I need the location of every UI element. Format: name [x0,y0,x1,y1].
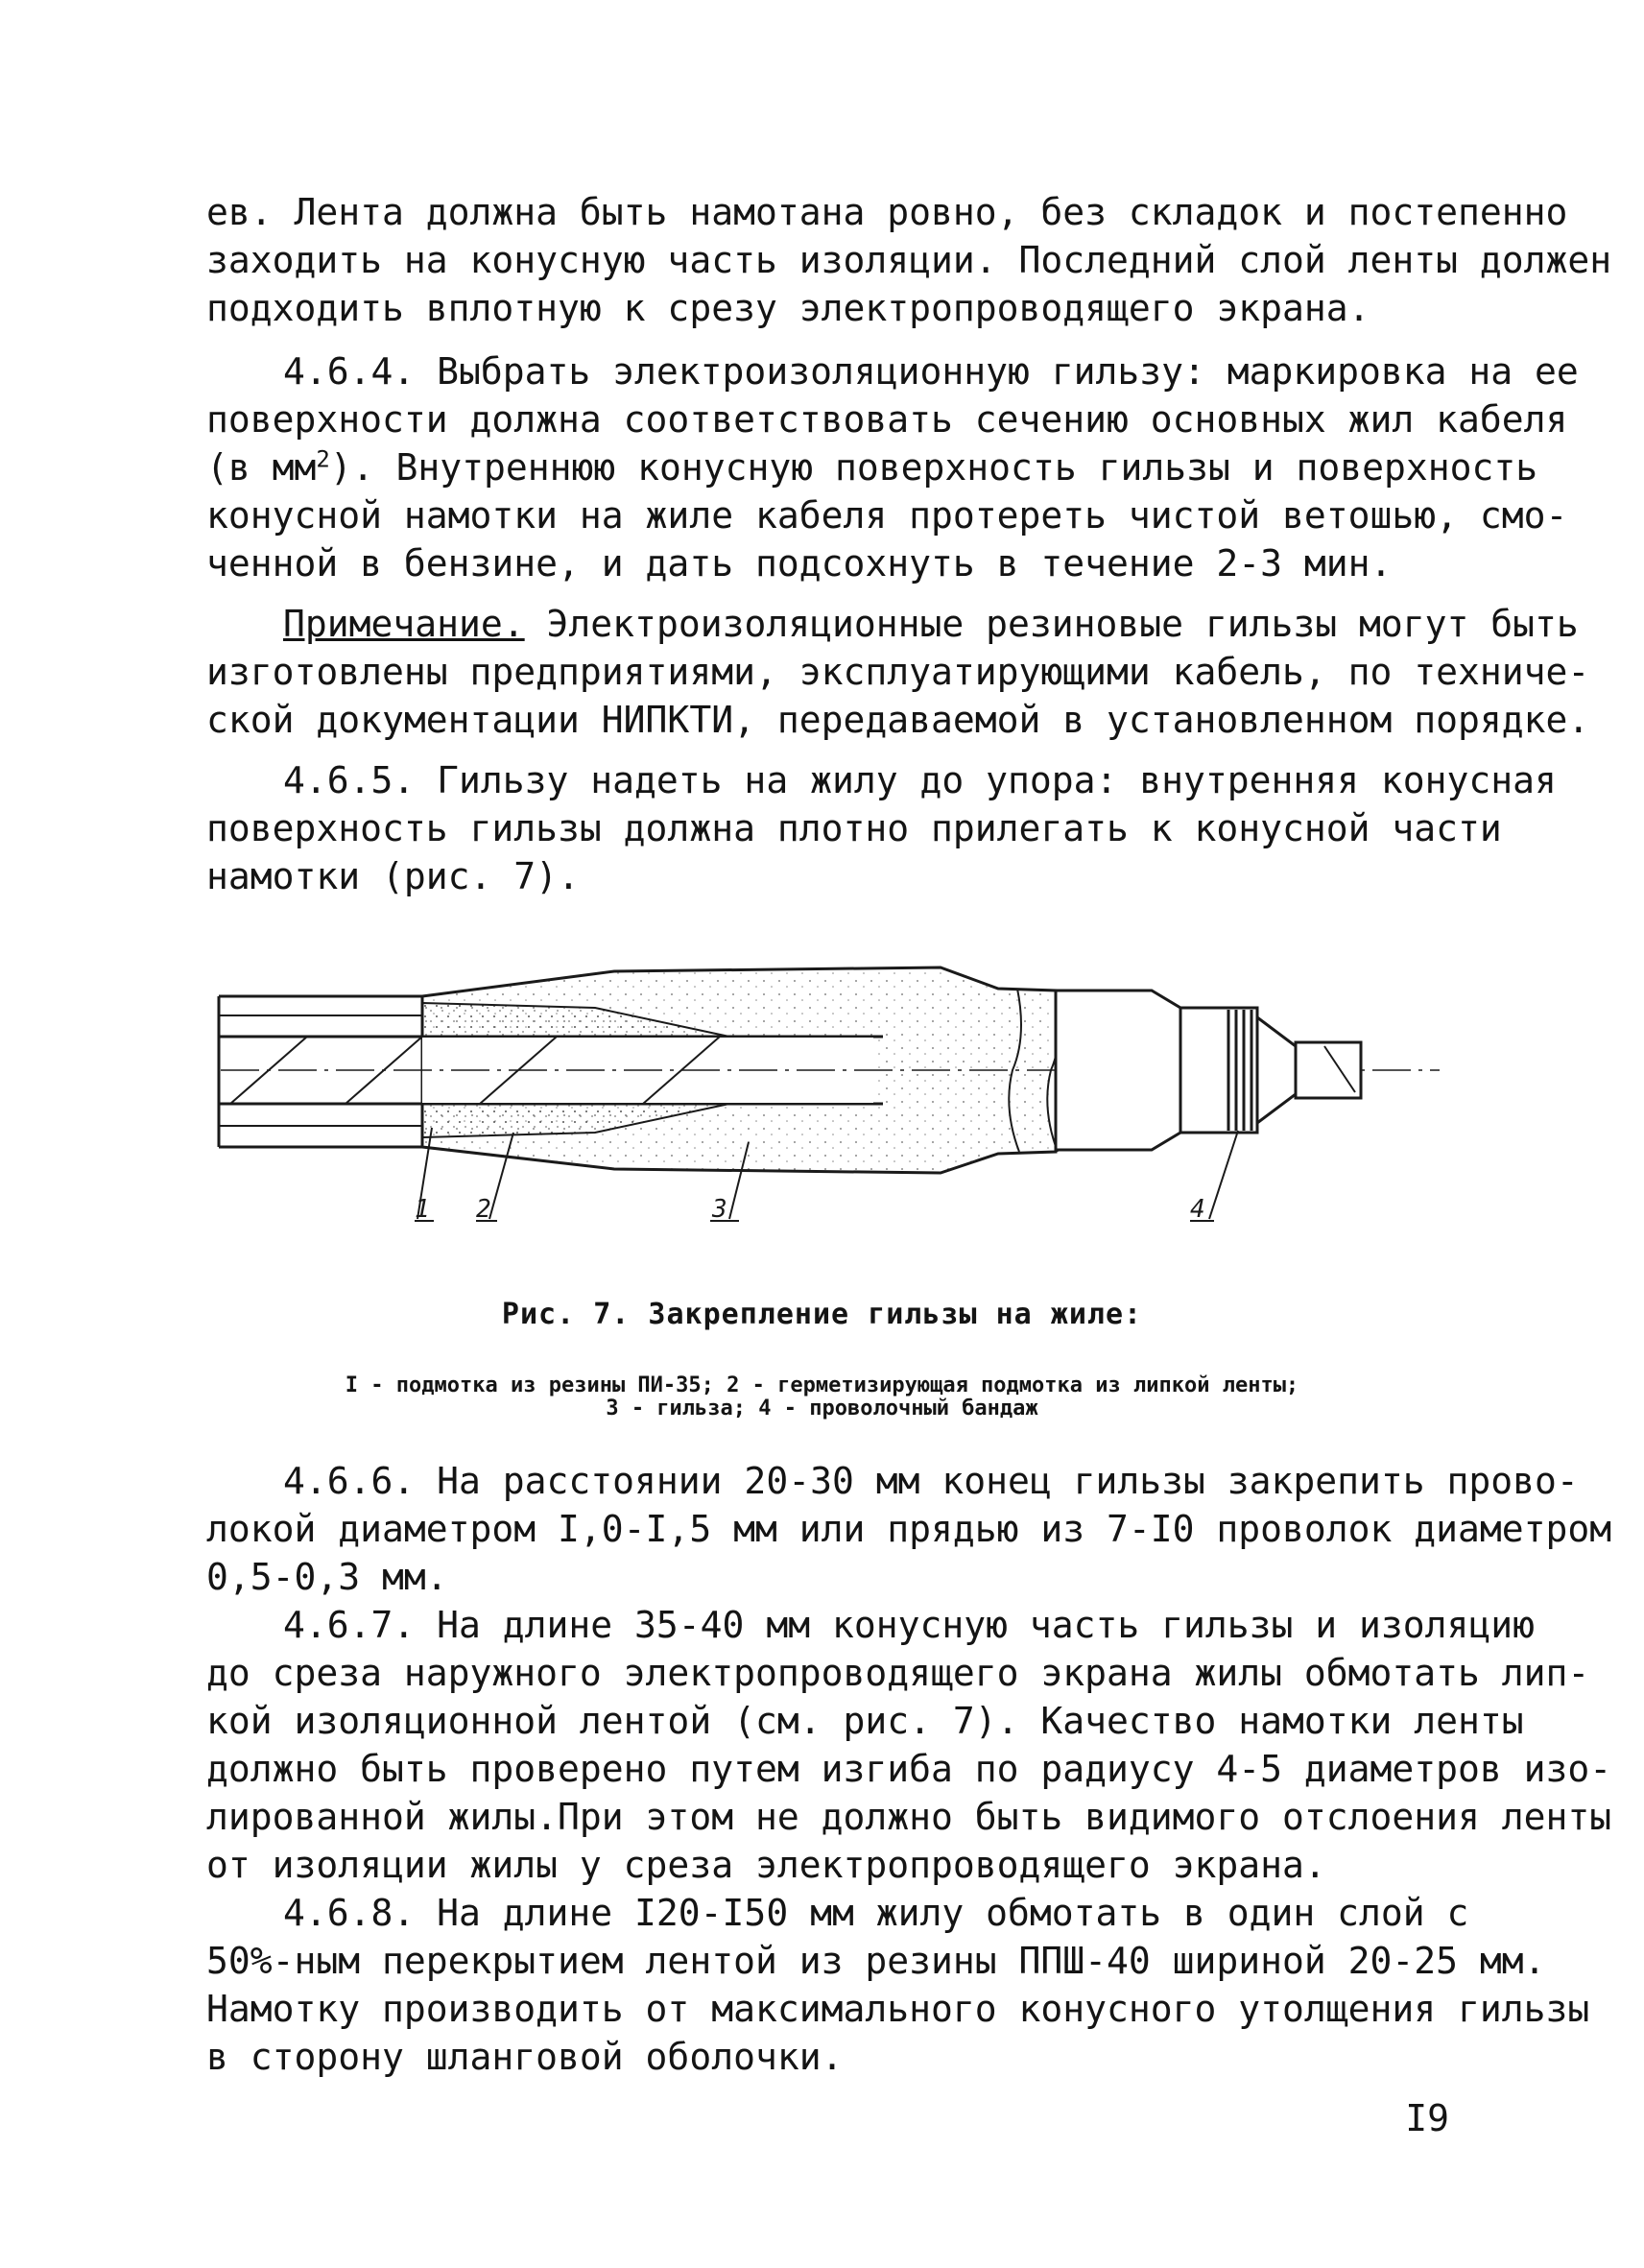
text-line: лированной жилы.При этом не должно быть видимого отслоения ленты [206,1796,1612,1838]
text-line: конусной намотки на жиле кабеля протереть чистой ветошью, смо- [206,494,1568,537]
text-line: заходить на конусную часть изоляции. Последний слой ленты должен [206,239,1612,281]
text-line: ев. Лента должна быть намотана ровно, без складок и постепенно [206,191,1568,233]
text-line: 0,5-0,3 мм. [206,1556,448,1598]
text-line: Намотку производить от максимального конусного утолщения гильзы [206,1988,1590,2030]
text-line: локой диаметром I,0-I,5 мм или прядью из 7-I0 проволок диаметром [206,1508,1612,1550]
text-line: 4.6.5. Гильзу надеть на жилу до упора: внутренняя конусная [283,759,1557,801]
text-line: от изоляции жилы у среза электропроводящего экрана. [206,1844,1326,1886]
text-line: поверхность гильзы должна плотно прилегать к конусной части [206,807,1502,849]
note-line: Примечание. Электроизоляционные резиновые гильзы могут быть [283,603,1579,645]
text-line: подходить вплотную к срезу электропроводящего экрана. [206,287,1370,329]
note-label: Примечание. [283,603,525,645]
text-line: изготовлены предприятиями, эксплуатирующими кабель, по техниче- [206,651,1590,693]
text-line: должно быть проверено путем изгиба по радиусу 4-5 диаметров изо- [206,1748,1612,1790]
figure-legend-line: 3 - гильза; 4 - проволочный бандаж [606,1397,1038,1420]
callout-2: 2 [476,1195,491,1224]
text-line: намотки (рис. 7). [206,855,580,897]
callout-1: 1 [415,1195,430,1224]
text-line: поверхности должна соответствовать сечению основных жил кабеля [206,398,1568,441]
text-line: в сторону шланговой оболочки. [206,2036,844,2078]
text-line-with-superscript: (в $мм^2$). Внутреннюю конусную поверхность гильзы и поверхность [206,445,1538,489]
text-line: ченной в бензине, и дать подсохнуть в течение 2-3 мин. [206,542,1393,585]
text-line: 4.6.4. Выбрать электроизоляционную гильзу: маркировка на ее [283,350,1579,393]
figure-legend-line: I - подмотка из резины ПИ-35; 2 - герметизирующая подмотка из липкой ленты; [345,1373,1299,1397]
text-line: до среза наружного электропроводящего экрана жилы обмотать лип- [206,1652,1590,1694]
text-line: ской документации НИПКТИ, передаваемой в установленном порядке. [206,699,1590,741]
page-number: I9 [1405,2097,1449,2139]
figure-7-drawing [192,950,1468,1257]
callout-4: 4 [1190,1195,1205,1224]
text-line: 4.6.8. На длине I20-I50 мм жилу обмотать в один слой с [283,1892,1469,1934]
callout-3: 3 [712,1195,727,1224]
figure-caption: Рис. 7. Закрепление гильзы на жиле: [501,1298,1143,1331]
text-line: 50%-ным перекрытием лентой из резины ППШ-40 шириной 20-25 мм. [206,1940,1546,1982]
text-line: кой изоляционной лентой (см. рис. 7). Качество намотки ленты [206,1700,1524,1742]
text-line: 4.6.7. На длине 35-40 мм конусную часть гильзы и изоляцию [283,1604,1536,1646]
text-line: 4.6.6. На расстоянии 20-30 мм конец гильзы закрепить прово- [283,1460,1579,1502]
